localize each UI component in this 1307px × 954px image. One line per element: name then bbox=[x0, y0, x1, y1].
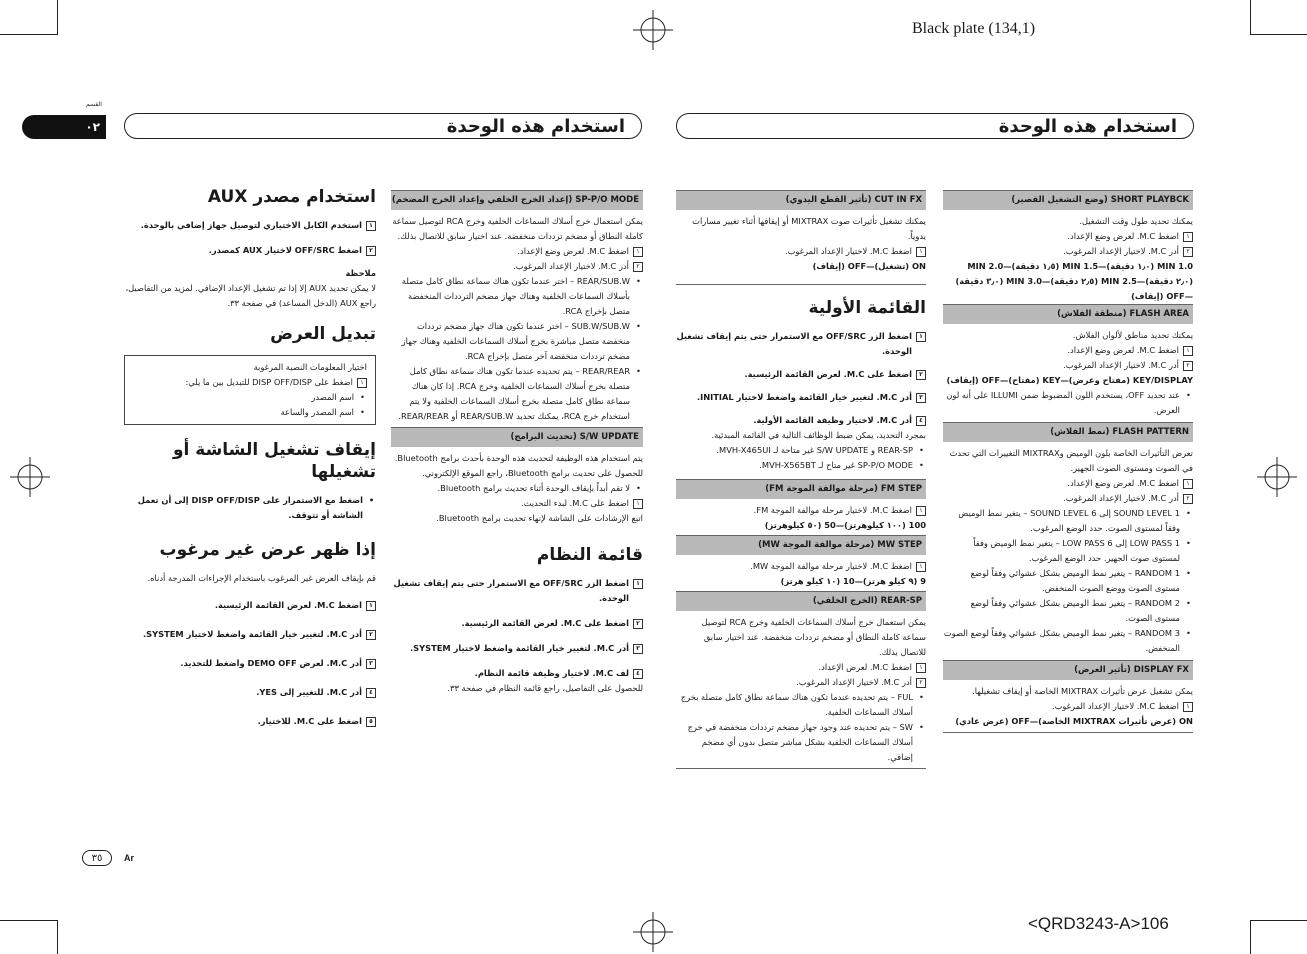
registration-mark-icon bbox=[1257, 457, 1297, 497]
step: ١ اضغط M.C. لاختيار مرحلة موالفة الموجة MW. bbox=[676, 559, 926, 574]
list-item: • REAR/SUB.W – اختر عندما تكون هناك سماعة نطاق كامل متصلة بأسلاك السماعات الخلفية وهناك جهاز مضخم الترددات المنخفضة متصل بإخراج RCA. bbox=[391, 274, 643, 319]
divider bbox=[676, 768, 926, 769]
setting-values: KEY/DISPLAY (مفتاح وعرض)—KEY (مفتاح)—OFF (إيقاف) bbox=[946, 375, 1193, 385]
list-item: • RANDOM 2 – يتغير نمط الوميض بشكل عشوائي وفقاً لوضع مستوى الصوت. bbox=[943, 596, 1193, 626]
setting-header: CUT IN FX (تأثير القطع اليدوي) bbox=[676, 190, 926, 210]
setting-header: SHORT PLAYBCK (وضع التشغيل القصير) bbox=[943, 190, 1193, 210]
paragraph: يمكنك تحديد مناطق لألوان الفلاش. bbox=[1072, 330, 1193, 340]
step: ١ اضغط M.C. لاختيار الإعداد المرغوب. bbox=[943, 699, 1193, 714]
list-item: • اضغط مع الاستمرار على DISP OFF/DISP إلى أن تعمل الشاشة أو تتوقف. bbox=[124, 493, 376, 523]
paragraph: يمكن تشغيل عرض تأثيرات MIXTRAX الخاصة أو إيقاف تشغيلها. bbox=[972, 686, 1193, 696]
setting-values: ON (عرض تأثيرات MIXTRAX الخاصة)—OFF (عرض عادي) bbox=[955, 716, 1193, 726]
list-item: • RANDOM 3 – يتغير نمط الوميض بشكل عشوائي وفقاً لوضع الصوت المنخفض. bbox=[943, 626, 1193, 656]
step: ١ اضغط M.C. لاختيار الإعداد المرغوب. bbox=[676, 244, 926, 259]
paragraph: يمكنك تشغيل تأثيرات صوت MIXTRAX أو إيقافها أثناء تغيير مسارات يدوياً. bbox=[692, 216, 926, 241]
registration-mark-icon bbox=[10, 457, 50, 497]
setting-values: (٢٫٠ دقيقة)—2.5 MIN (٢٫٥ دقيقة)—3.0 MIN (٣٫٠ دقيقة) bbox=[955, 276, 1193, 286]
list-item: • لا تقم أبداً بإيقاف الوحدة أثناء تحديث برامج Bluetooth. bbox=[391, 481, 643, 496]
list-item: • اسم المصدر والساعة bbox=[133, 405, 367, 420]
step: ٣ أدر M.C. لتغيير خيار القائمة واضغط لاختيار SYSTEM. bbox=[391, 641, 643, 656]
step: ٢ أدر M.C. لاختيار الإعداد المرغوب. bbox=[943, 491, 1193, 506]
step: ١ اضغط M.C. لعرض الإعداد. bbox=[676, 660, 926, 675]
setting-header: FLASH PATTERN (نمط الفلاش) bbox=[943, 422, 1193, 442]
setting-values: 100 (١٠٠ كيلوهرتز)—50 (٥٠ كيلوهرتز) bbox=[764, 520, 926, 530]
setting-values: ON (تشغيل)—OFF (إيقاف) bbox=[812, 261, 926, 271]
registration-mark-icon bbox=[633, 10, 673, 50]
step: ٤ أدر M.C. لاختيار وظيفة القائمة الأولية. bbox=[676, 413, 926, 428]
step: ١ اضغط الزر OFF/SRC مع الاستمرار حتى يتم إيقاف تشغيل الوحدة. bbox=[391, 576, 643, 606]
plate-label: Black plate (134,1) bbox=[912, 20, 1036, 37]
page-banner-right bbox=[676, 113, 1194, 139]
step: ٤ لف M.C. لاختيار وظيفة قائمة النظام. bbox=[391, 666, 643, 681]
crop-mark bbox=[1250, 920, 1307, 921]
list-item: • RANDOM 1 – يتغير نمط الوميض بشكل عشوائي وفقاً لوضع مستوى الصوت ووضع الصوت المنخفض. bbox=[943, 566, 1193, 596]
banner-title: استخدام هذه الوحدة bbox=[446, 115, 625, 137]
step: ٢ أدر M.C. لاختيار الإعداد المرغوب. bbox=[391, 259, 643, 274]
paragraph: بمجرد التحديد، يمكن ضبط الوظائف التالية في القائمة المبدئية. bbox=[711, 430, 926, 440]
step: ١ اضغط الزر OFF/SRC مع الاستمرار حتى يتم إيقاف تشغيل الوحدة. bbox=[676, 329, 926, 359]
crop-mark bbox=[1250, 920, 1251, 954]
step: ٢ أدر M.C. لاختيار الإعداد المرغوب. bbox=[943, 358, 1193, 373]
step: ٣ أدر M.C. لتغيير خيار القائمة واضغط لاختيار INITIAL. bbox=[676, 390, 926, 405]
section-heading: تبديل العرض bbox=[270, 324, 376, 344]
paragraph: اتبع الإرشادات على الشاشة لإنهاء تحديث برامج Bluetooth. bbox=[436, 513, 643, 523]
list-item: • SW – يتم تحديده عند وجود جهاز مضخم ترددات منخفضة في خرج أسلاك السماعات الخلفية بشكل مباشر متصل بدون أي مضخم إضافي. bbox=[676, 720, 926, 765]
crop-mark bbox=[57, 0, 58, 34]
list-item: • SP-P/O MODE غير متاح لـ MVH-X565BT. bbox=[676, 458, 926, 473]
banner-title: استخدام هذه الوحدة bbox=[998, 115, 1177, 137]
crop-mark bbox=[1250, 34, 1307, 35]
note-text: لا يمكن تحديد AUX إلا إذا تم تشغيل الإعداد الإضافي. لمزيد من التفاصيل، راجع AUX (الدخل المساعد) في صفحة ٣٣. bbox=[125, 283, 376, 308]
list-item: • عند تحديد OFF، يستخدم اللون المضبوط ضمن ILLUMI على أنه لون العرض. bbox=[943, 388, 1193, 418]
list-item: • SOUND LEVEL 1 إلى SOUND LEVEL 6 – يتغير نمط الوميض وفقاً لمستوى الصوت. حدد الوضع المرغوب. bbox=[943, 506, 1193, 536]
setting-header: FLASH AREA (منطقة الفلاش) bbox=[943, 304, 1193, 324]
paragraph: يمكنك تحديد طول وقت التشغيل. bbox=[1079, 216, 1193, 226]
step: ١ اضغط M.C. لعرض وضع الإعداد. bbox=[943, 343, 1193, 358]
section-heading: استخدام مصدر AUX bbox=[207, 187, 376, 207]
step: ٢ أدر M.C. لاختيار الإعداد المرغوب. bbox=[943, 244, 1193, 259]
step: ٢ اضغط OFF/SRC لاختيار AUX كمصدر. bbox=[124, 243, 376, 258]
section-number: ٠٢ bbox=[85, 120, 100, 134]
list-item: • اسم المصدر bbox=[133, 390, 367, 405]
step: ١ اضغط M.C. لعرض وضع الإعداد. bbox=[943, 476, 1193, 491]
step-number: ٢ bbox=[366, 246, 376, 256]
section-tab bbox=[22, 115, 106, 139]
setting-values: —OFF (إيقاف) bbox=[1131, 291, 1193, 301]
note-heading: ملاحظة bbox=[345, 268, 376, 278]
step: ٥ اضغط على M.C. للاختيار. bbox=[124, 714, 376, 729]
divider bbox=[676, 284, 926, 285]
step: ٢ أدر M.C. لاختيار الإعداد المرغوب. bbox=[676, 675, 926, 690]
registration-mark-icon bbox=[633, 912, 673, 952]
paragraph: يمكن استعمال خرج أسلاك السماعات الخلفية وخرج RCA لتوصيل سماعة كاملة النطاق أو مضخم ترددات منخفضة. عند اختيار سابق للاتصال بذلك. bbox=[392, 216, 643, 241]
page-number: ٣٥ bbox=[82, 850, 112, 866]
step: ١ اضغط M.C. لعرض وضع الإعداد. bbox=[391, 244, 643, 259]
list-item: • REAR-SP و S/W UPDATE غير متاحة لـ MVH-X465UI. bbox=[676, 443, 926, 458]
list-item: • FUL – يتم تحديده عندما تكون هناك سماعة نطاق كامل متصلة بخرج أسلاك السماعات الخلفية. bbox=[676, 690, 926, 720]
step: ٢ أدر M.C. لتغيير خيار القائمة واضغط لاختيار SYSTEM. bbox=[124, 627, 376, 642]
step: ٢ اضغط على M.C. لعرض القائمة الرئيسية. bbox=[391, 616, 643, 631]
list-item: • REAR/REAR – يتم تحديده عندما تكون هناك سماعة نطاق كامل متصلة بخرج أسلاك السماعات الخلفية وخرج RCA. إذا كان هناك سماعة نطاق كامل متصلة بخرج أسلاك السماعات الخلفية ولا يتم استخدام خرج RCA، يمكنك تحديد REAR/SUB.W أو REAR/REAR. bbox=[391, 364, 643, 424]
setting-values: 9 (٩ كيلو هرتز)—10 (١٠ كيلو هرتز) bbox=[780, 576, 926, 586]
setting-header: FM STEP (مرحلة موالفة الموجة FM) bbox=[676, 479, 926, 499]
page-banner-left bbox=[124, 113, 642, 139]
step: ٤ أدر M.C. للتغيير إلى YES. bbox=[124, 685, 376, 700]
paragraph: يمكن استعمال خرج أسلاك السماعات الخلفية وخرج RCA لتوصيل سماعة كاملة النطاق أو مضخم ترددات منخفضة. عند اختيار سابق للاتصال بذلك. bbox=[701, 617, 926, 657]
step: ٢ اضغط على M.C. لعرض القائمة الرئيسية. bbox=[676, 367, 926, 382]
column-3 bbox=[676, 190, 926, 772]
crop-mark bbox=[57, 920, 58, 954]
document-code: <QRD3243-A>106 bbox=[1028, 914, 1169, 933]
paragraph: تعرض التأثيرات الخاصة بلون الوميض وMIXTRAX التغييرات التي تحدث في الصوت ومستوى الصوت الجهير. bbox=[949, 448, 1193, 473]
section-heading: قائمة النظام bbox=[536, 545, 643, 565]
step: ١ اضغط على M.C. لبدء التحديث. bbox=[391, 496, 643, 511]
step-number: ١ bbox=[366, 221, 376, 231]
paragraph: للحصول على التفاصيل، راجع قائمة النظام في صفحة ٣٣. bbox=[447, 683, 643, 693]
list-item: • LOW PASS 1 إلى LOW PASS 6 – يتغير نمط الوميض وفقاً لمستوى صوت الجهير. حدد الوضع المرغوب. bbox=[943, 536, 1193, 566]
step: ٣ أدر M.C. لعرض DEMO OFF واضغط للتحديد. bbox=[124, 656, 376, 671]
section-heading: إذا ظهر عرض غير مرغوب bbox=[159, 540, 376, 560]
paragraph: قم بإيقاف العرض غير المرغوب باستخدام الإجراءات المدرجة أدناه. bbox=[147, 573, 376, 583]
step: ١ اضغط M.C. لاختيار مرحلة موالفة الموجة FM. bbox=[676, 503, 926, 518]
step: ١ اضغط على DISP OFF/DISP للتبديل بين ما يلي: bbox=[133, 375, 367, 390]
setting-header: MW STEP (مرحلة موالفة الموجة MW) bbox=[676, 535, 926, 555]
crop-mark bbox=[0, 920, 58, 921]
setting-header: SP-P/O MODE (إعداد الخرج الخلفي وإعداد الخرج المضخم) bbox=[391, 190, 643, 210]
section-heading: القائمة الأولية bbox=[808, 298, 926, 318]
language-code: Ar bbox=[124, 853, 135, 863]
column-2 bbox=[391, 190, 643, 696]
step: ١ اضغط M.C. لعرض وضع الإعداد. bbox=[943, 229, 1193, 244]
step: ١ استخدم الكابل الاختياري لتوصيل جهاز إضافي بالوحدة. bbox=[124, 218, 376, 233]
crop-mark bbox=[1250, 0, 1251, 34]
setting-header: DISPLAY FX (تأثير العرض) bbox=[943, 660, 1193, 680]
step: ١ اضغط M.C. لعرض القائمة الرئيسية. bbox=[124, 598, 376, 613]
section-label: القسم bbox=[86, 101, 102, 108]
setting-values: 1.0 MIN (١٫٠ دقيقة)—1.5 MIN (١٫٥ دقيقة)—2.0 MIN bbox=[967, 261, 1193, 271]
info-box bbox=[124, 355, 376, 425]
column-1 bbox=[124, 180, 376, 729]
setting-header: S/W UPDATE (تحديث البرامج) bbox=[391, 427, 643, 447]
paragraph: يتم استخدام هذه الوظيفة لتحديث هذه الوحدة بأحدث برامج Bluetooth. للحصول على تحديث برامج Bluetooth، راجع الموقع الإلكتروني. bbox=[394, 453, 643, 478]
column-4 bbox=[943, 190, 1193, 736]
crop-mark bbox=[0, 34, 58, 35]
divider bbox=[943, 732, 1193, 733]
section-heading: إيقاف تشغيل الشاشة أو تشغيلها bbox=[172, 440, 376, 482]
list-item: • SUB.W/SUB.W – اختر عندما تكون هناك جهاز مضخم ترددات منخفضة متصل مباشرة بخرج أسلاك السماعات الخلفية وهناك جهاز مضخم ترددات منخفضة آخر متصل بإخراج RCA. bbox=[391, 319, 643, 364]
box-title: اختيار المعلومات النصية المرغوبة bbox=[253, 362, 367, 372]
setting-header: REAR-SP (الخرج الخلفي) bbox=[676, 591, 926, 611]
